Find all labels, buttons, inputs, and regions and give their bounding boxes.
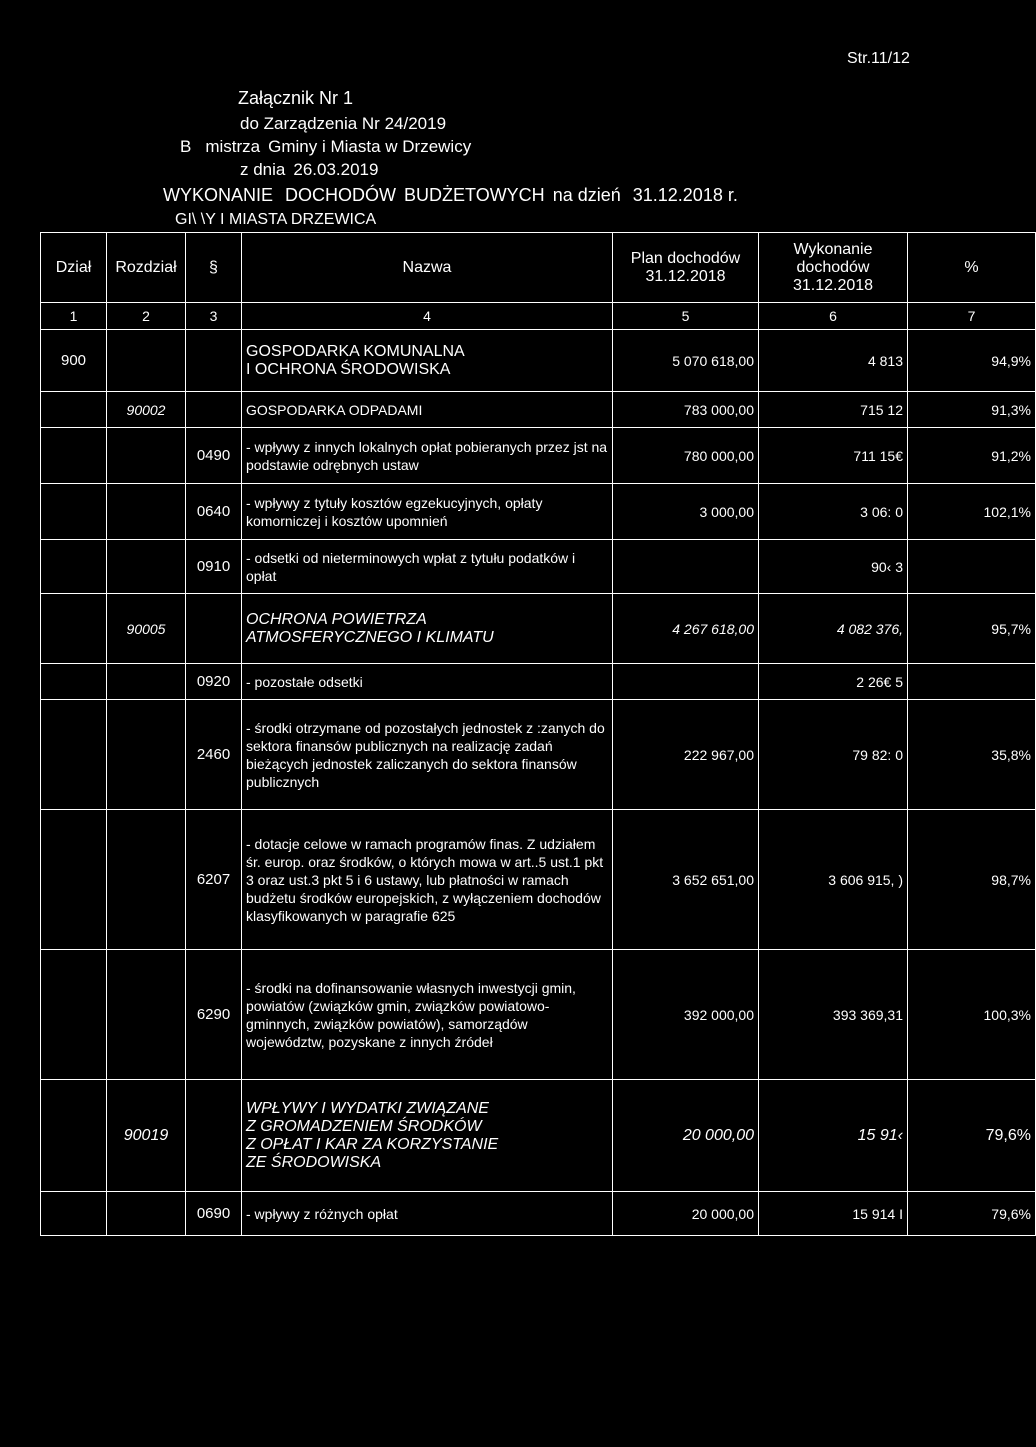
table-row [41,664,1036,700]
dzial-code: 900 [41,330,107,392]
plan-value [613,540,759,594]
row-name-line2: ATMOSFERYCZNEGO I KLIMATU [246,628,494,646]
plan-value: 4 267 618,00 [613,594,759,664]
table-row [41,392,1036,428]
plan-value: 222 967,00 [613,700,759,810]
percent-value: 79,6% [908,1080,1036,1192]
col-wyk-line2: dochodów [796,258,870,276]
percent-value: 79,6% [908,1192,1036,1236]
paragraf-code: 6290 [186,950,242,1080]
dzial-code [41,1192,107,1236]
paragraf-code: 0910 [186,540,242,594]
report-title-d: na dzień [552,185,621,205]
row-name: - dotacje celowe w ramach programów finas. Z udziałem śr. europ. oraz środków, o których mowa w art..5 ust.1 pkt 3 oraz ust.3 pkt 5 i 6 ustawy, lub płatności w ramach budżetu środków europejskich, z wyłączeniem dochodów klasyfikowanych w paragrafie 625 [242,810,613,950]
paragraf-code: 6207 [186,810,242,950]
table-row [41,700,1036,810]
paragraf-code [186,1080,242,1192]
col-paragraf: § [186,233,242,303]
wykonanie-value: 3 606 915, ) [759,810,908,950]
row-name: - wpływy z różnych opłat [242,1192,613,1236]
dzial-code [41,664,107,700]
wykonanie-value: 15 914 I [759,1192,908,1236]
issuer-fragment-a: B [180,137,192,156]
report-title-a: WYKONANIE [163,185,274,205]
wykonanie-value: 3 06: 0 [759,484,908,540]
table-row [41,330,1036,392]
col-rozdzial: Rozdział [107,233,186,303]
row-name [242,1080,613,1192]
percent-value [908,540,1036,594]
percent-value: 95,7% [908,594,1036,664]
percent-value: 100,3% [908,950,1036,1080]
annex-title: Załącznik Nr 1 [238,88,354,108]
colnum-7: 7 [908,303,1036,330]
wykonanie-value: 715 12 [759,392,908,428]
date-value: 26.03.2019 [293,160,379,179]
paragraf-code: 0640 [186,484,242,540]
wykonanie-value: 711 15€ [759,428,908,484]
plan-value: 780 000,00 [613,428,759,484]
table-header-row [41,233,1036,303]
plan-value: 20 000,00 [613,1080,759,1192]
paragraf-code: 0920 [186,664,242,700]
paragraf-code [186,330,242,392]
colnum-1: 1 [41,303,107,330]
rozdzial-code [107,664,186,700]
rozdzial-code [107,810,186,950]
row-name: - wpływy z innych lokalnych opłat pobieranych przez jst na podstawie odrębnych ustaw [242,428,613,484]
table-row [41,1080,1036,1192]
col-plan-line2: 31.12.2018 [645,267,726,285]
issuer-line [180,136,471,158]
plan-value: 783 000,00 [613,392,759,428]
ordinance-ref: do Zarządzenia Nr 24/2019 [240,114,447,133]
report-title-b: DOCHODÓW [285,185,397,205]
dzial-code [41,540,107,594]
col-wyk-line1: Wykonanie [793,240,873,258]
row-name: - pozostałe odsetki [242,664,613,700]
table-row [41,428,1036,484]
row-name: GOSPODARKA ODPADAMI [242,392,613,428]
paragraf-code: 0490 [186,428,242,484]
rozdzial-code [107,950,186,1080]
wykonanie-value: 2 26€ 5 [759,664,908,700]
column-number-row [41,303,1036,330]
row-name: - wpływy z tytuły kosztów egzekucyjnych, opłaty komorniczej i kosztów upomnień [242,484,613,540]
rozdzial-code: 90019 [107,1080,186,1192]
colnum-4: 4 [242,303,613,330]
rozdzial-code [107,700,186,810]
table-row [41,1192,1036,1236]
colnum-6: 6 [759,303,908,330]
table-row [41,484,1036,540]
report-title [163,184,738,206]
rozdzial-code [107,330,186,392]
plan-value: 392 000,00 [613,950,759,1080]
percent-value: 98,7% [908,810,1036,950]
dzial-code [41,810,107,950]
rozdzial-code: 90002 [107,392,186,428]
row-name-line4: ZE ŚRODOWISKA [246,1153,382,1171]
report-title-e: 31.12.2018 r. [632,185,738,205]
rozdzial-code: 90005 [107,594,186,664]
municipality-name: GI\ \Y I MIASTA DRZEWICA [175,211,377,228]
row-name-line1: GOSPODARKA KOMUNALNA [246,342,465,360]
wykonanie-value: 90‹ 3 [759,540,908,594]
plan-value [613,664,759,700]
plan-value: 20 000,00 [613,1192,759,1236]
paragraf-code [186,392,242,428]
row-name: - odsetki od nieterminowych wpłat z tytułu podatków i opłat [242,540,613,594]
col-percent: % [908,233,1036,303]
issuer-fragment-c: Gminy i Miasta w Drzewicy [268,137,472,156]
dzial-code [41,1080,107,1192]
rozdzial-code [107,1192,186,1236]
rozdzial-code [107,428,186,484]
row-name-line1: WPŁYWY I WYDATKI ZWIĄZANE [246,1099,489,1117]
row-name-line2: I OCHRONA ŚRODOWISKA [246,360,451,378]
col-nazwa: Nazwa [242,233,613,303]
table-row [41,594,1036,664]
wykonanie-value: 79 82: 0 [759,700,908,810]
colnum-5: 5 [613,303,759,330]
percent-value: 102,1% [908,484,1036,540]
col-wykonanie [759,233,908,303]
wykonanie-value: 393 369,31 [759,950,908,1080]
row-name: - środki otrzymane od pozostałych jednostek z :zanych do sektora finansów publicznych na realizację zadań bieżących jednostek zaliczanych do sektora finansów publicznych [242,700,613,810]
revenue-table [40,232,1036,1236]
rozdzial-code [107,540,186,594]
plan-value: 3 000,00 [613,484,759,540]
dzial-code [41,392,107,428]
row-name: - środki na dofinansowanie własnych inwestycji gmin, powiatów (związków gmin, związków powiatowo-gminnych, związków powiatów), samorządów województw, pozyskane z innych źródeł [242,950,613,1080]
colnum-3: 3 [186,303,242,330]
table-row [41,810,1036,950]
percent-value [908,664,1036,700]
dzial-code [41,484,107,540]
paragraf-code [186,594,242,664]
row-name [242,330,613,392]
table-row [41,540,1036,594]
percent-value: 94,9% [908,330,1036,392]
dzial-code [41,594,107,664]
col-wyk-line3: 31.12.2018 [792,276,874,294]
percent-value: 91,3% [908,392,1036,428]
table-row [41,950,1036,1080]
plan-value: 3 652 651,00 [613,810,759,950]
wykonanie-value: 15 91‹ [759,1080,908,1192]
wykonanie-value: 4 082 376, [759,594,908,664]
wykonanie-value: 4 813 [759,330,908,392]
dzial-code [41,950,107,1080]
dzial-code [41,700,107,810]
date-line [240,159,378,181]
col-plan [613,233,759,303]
col-dzial: Dział [41,233,107,303]
row-name [242,594,613,664]
issuer-fragment-b: mistrza [205,137,261,156]
row-name-line2: Z GROMADZENIEM ŚRODKÓW [246,1117,482,1135]
colnum-2: 2 [107,303,186,330]
row-name-line1: OCHRONA POWIETRZA [246,610,427,628]
paragraf-code: 0690 [186,1192,242,1236]
plan-value: 5 070 618,00 [613,330,759,392]
row-name-line3: Z OPŁAT I KAR ZA KORZYSTANIE [246,1135,499,1153]
report-title-c: BUDŻETOWYCH [404,185,545,205]
rozdzial-code [107,484,186,540]
paragraf-code: 2460 [186,700,242,810]
percent-value: 91,2% [908,428,1036,484]
date-label: z dnia [240,160,286,179]
col-plan-line1: Plan dochodów [630,249,741,267]
percent-value: 35,8% [908,700,1036,810]
page-number: Str.11/12 [847,50,910,67]
dzial-code [41,428,107,484]
